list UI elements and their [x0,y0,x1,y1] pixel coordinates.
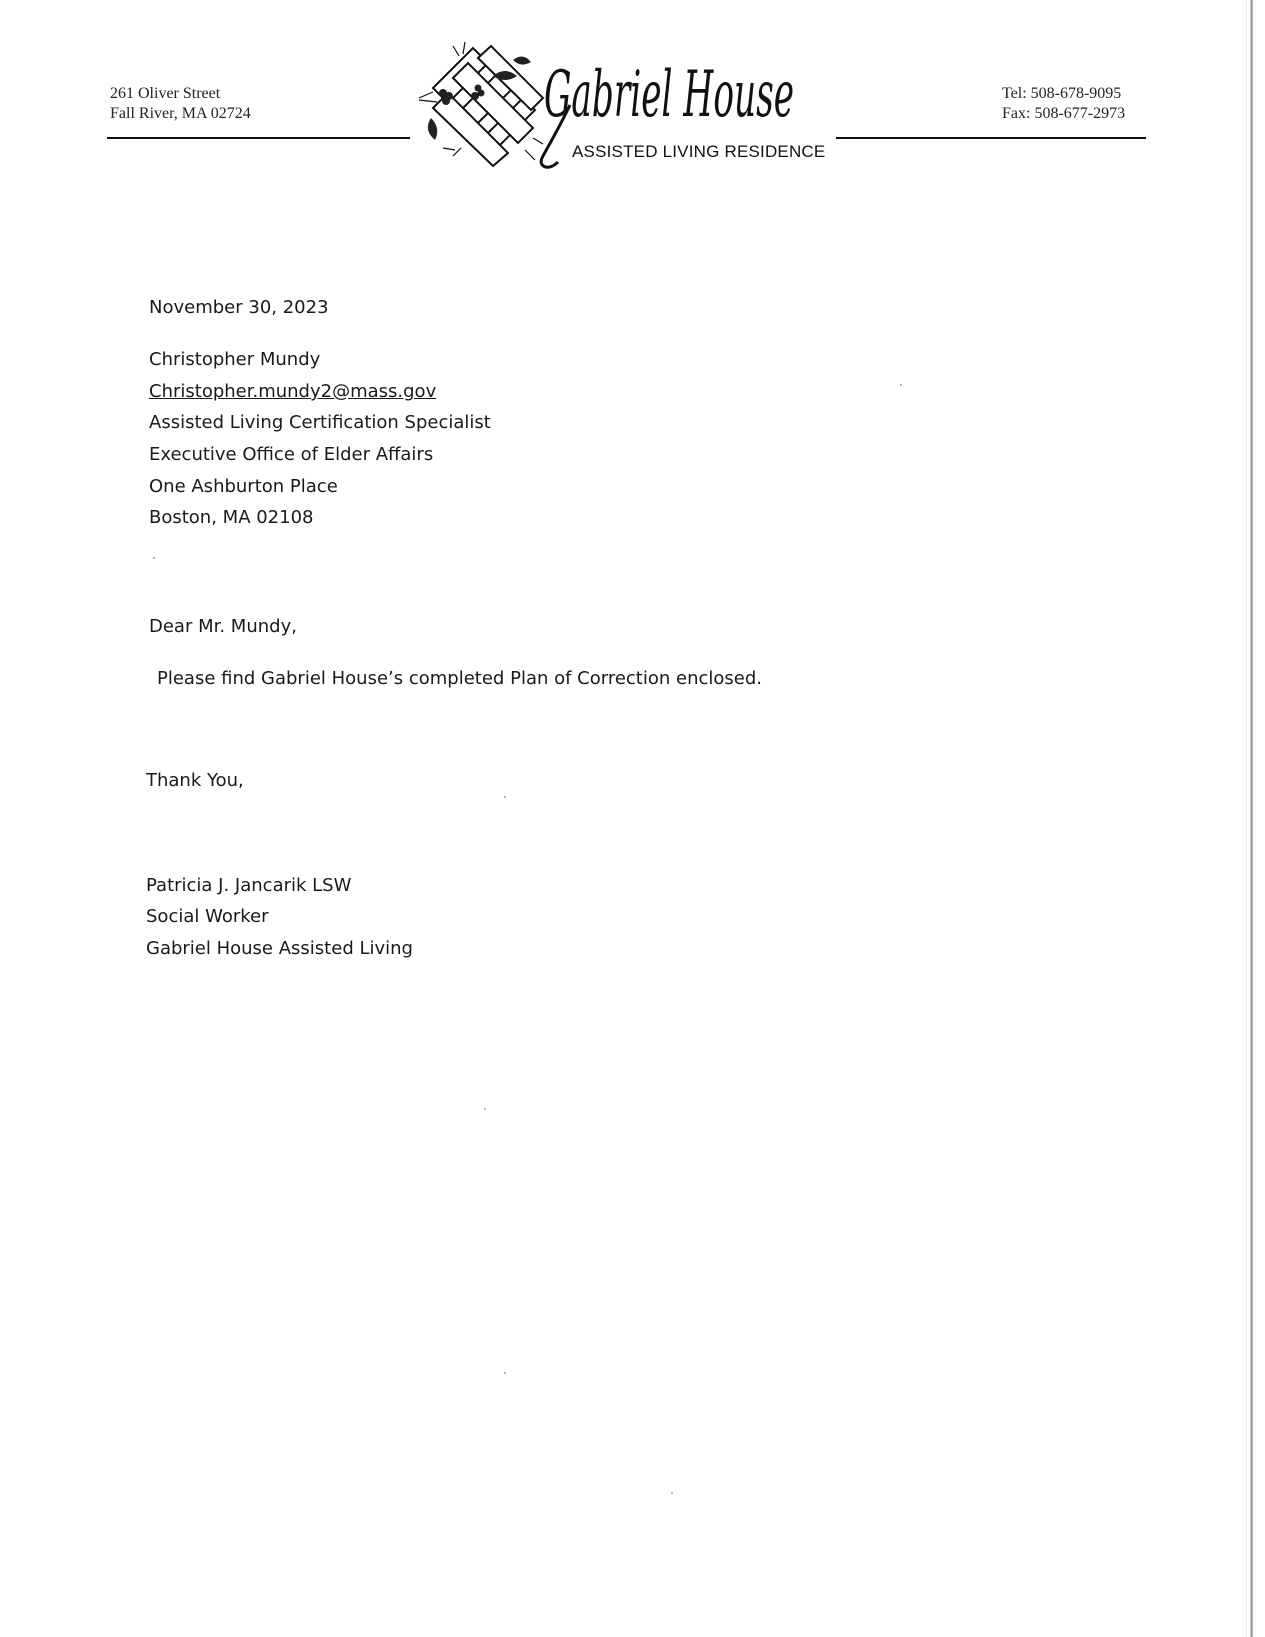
recipient-office: Executive Office of Elder Affairs [149,444,434,465]
logo-subtitle: ASSISTED LIVING RESIDENCE [572,142,826,161]
letterhead-contact [1002,84,1125,124]
recipient-street: One Ashburton Place [149,476,338,497]
closing: Thank You, [146,770,244,791]
letterhead-rule-left [107,137,410,139]
scan-edge-shadow [1246,0,1247,1637]
scan-speck [900,384,902,386]
letterhead-address [110,84,251,124]
letter-body: Please find Gabriel House’s completed Plan of Correction enclosed. [157,668,763,689]
signature-title: Social Worker [146,906,269,927]
logo-swash [528,100,588,175]
signature-name: Patricia J. Jancarik LSW [146,875,352,896]
letterhead-rule-right [836,137,1146,139]
scan-speck [153,557,155,559]
scan-speck [504,796,506,798]
recipient-city: Boston, MA 02108 [149,507,314,528]
recipient-title: Assisted Living Certification Specialist [149,412,491,433]
scan-edge [1250,0,1253,1637]
scan-speck [484,1108,486,1110]
recipient-name: Christopher Mundy [149,349,321,370]
letter-date: November 30, 2023 [149,297,329,318]
salutation: Dear Mr. Mundy, [149,616,297,637]
scan-speck [504,1372,506,1374]
tel-number: Tel: 508-678-9095 [1002,85,1122,102]
signature-organization: Gabriel House Assisted Living [146,938,413,959]
logo-name: Gabriel House [544,58,794,132]
address-street: 261 Oliver Street [110,85,221,102]
fax-number: Fax: 508-677-2973 [1002,105,1126,122]
recipient-email[interactable]: Christopher.mundy2@mass.gov [149,381,437,402]
address-city: Fall River, MA 02724 [110,105,251,122]
scan-speck [671,1492,673,1494]
